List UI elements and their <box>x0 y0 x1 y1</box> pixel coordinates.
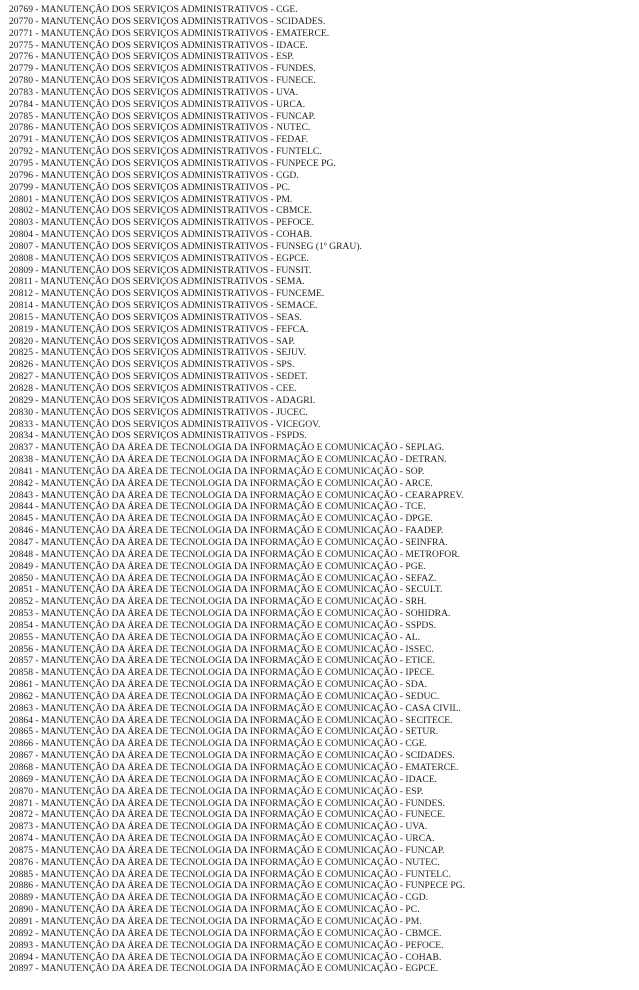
document-line: 20837 - MANUTENÇÃO DA ÁREA DE TECNOLOGIA DA INFORMAÇÃO E COMUNICAÇÃO - SEPLAG. <box>9 442 445 454</box>
document-line: 20848 - MANUTENÇÃO DA ÁREA DE TECNOLOGIA DA INFORMAÇÃO E COMUNICAÇÃO - METROFOR. <box>9 548 461 560</box>
document-line: 20792 - MANUTENÇÃO DOS SERVIÇOS ADMINISTRATIVOS - FUNTELC. <box>9 146 322 158</box>
document-line: 20820 - MANUTENÇÃO DOS SERVIÇOS ADMINISTRATIVOS - SAP. <box>9 335 296 347</box>
document-line: 20791 - MANUTENÇÃO DOS SERVIÇOS ADMINISTRATIVOS - FEDAF. <box>9 134 309 146</box>
document-line: 20838 - MANUTENÇÃO DA ÁREA DE TECNOLOGIA DA INFORMAÇÃO E COMUNICAÇÃO - DETRAN. <box>9 454 447 466</box>
document-line: 20795 - MANUTENÇÃO DOS SERVIÇOS ADMINISTRATIVOS - FUNPECE PG. <box>9 157 336 169</box>
document-line: 20889 - MANUTENÇÃO DA ÁREA DE TECNOLOGIA DA INFORMAÇÃO E COMUNICAÇÃO - CGD. <box>9 892 429 904</box>
document-line: 20894 - MANUTENÇÃO DA ÁREA DE TECNOLOGIA DA INFORMAÇÃO E COMUNICAÇÃO - COHAB. <box>9 951 442 963</box>
document-line: 20863 - MANUTENÇÃO DA ÁREA DE TECNOLOGIA DA INFORMAÇÃO E COMUNICAÇÃO - CASA CIVIL. <box>9 702 461 714</box>
document-line: 20857 - MANUTENÇÃO DA ÁREA DE TECNOLOGIA DA INFORMAÇÃO E COMUNICAÇÃO - ETICE. <box>9 655 435 667</box>
document-line: 20893 - MANUTENÇÃO DA ÁREA DE TECNOLOGIA DA INFORMAÇÃO E COMUNICAÇÃO - PEFOCE. <box>9 939 444 951</box>
document-line: 20775 - MANUTENÇÃO DOS SERVIÇOS ADMINISTRATIVOS - IDACE. <box>9 39 308 51</box>
document-line: 20785 - MANUTENÇÃO DOS SERVIÇOS ADMINISTRATIVOS - FUNCAP. <box>9 110 316 122</box>
document-line: 20801 - MANUTENÇÃO DOS SERVIÇOS ADMINISTRATIVOS - PM. <box>9 193 293 205</box>
document-line: 20853 - MANUTENÇÃO DA ÁREA DE TECNOLOGIA DA INFORMAÇÃO E COMUNICAÇÃO - SOHIDRA. <box>9 608 451 620</box>
document-line: 20829 - MANUTENÇÃO DOS SERVIÇOS ADMINISTRATIVOS - ADAGRI. <box>9 394 316 406</box>
document-line: 20874 - MANUTENÇÃO DA ÁREA DE TECNOLOGIA DA INFORMAÇÃO E COMUNICAÇÃO - URCA. <box>9 833 435 845</box>
document-line: 20865 - MANUTENÇÃO DA ÁREA DE TECNOLOGIA DA INFORMAÇÃO E COMUNICAÇÃO - SETUR. <box>9 726 439 738</box>
document-line: 20843 - MANUTENÇÃO DA ÁREA DE TECNOLOGIA DA INFORMAÇÃO E COMUNICAÇÃO - CEARAPREV. <box>9 489 464 501</box>
document-line: 20786 - MANUTENÇÃO DOS SERVIÇOS ADMINISTRATIVOS - NUTEC. <box>9 122 311 134</box>
document-line: 20802 - MANUTENÇÃO DOS SERVIÇOS ADMINISTRATIVOS - CBMCE. <box>9 205 313 217</box>
document-line: 20812 - MANUTENÇÃO DOS SERVIÇOS ADMINISTRATIVOS - FUNCEME. <box>9 288 325 300</box>
document-line: 20876 - MANUTENÇÃO DA ÁREA DE TECNOLOGIA DA INFORMAÇÃO E COMUNICAÇÃO - NUTEC. <box>9 856 440 868</box>
document-line: 20811 - MANUTENÇÃO DOS SERVIÇOS ADMINISTRATIVOS - SEMA. <box>9 276 305 288</box>
document-line: 20828 - MANUTENÇÃO DOS SERVIÇOS ADMINISTRATIVOS - CEE. <box>9 383 297 394</box>
document-line: 20769 - MANUTENÇÃO DOS SERVIÇOS ADMINISTRATIVOS - CGE. <box>9 4 298 15</box>
document-line: 20892 - MANUTENÇÃO DA ÁREA DE TECNOLOGIA DA INFORMAÇÃO E COMUNICAÇÃO - CBMCE. <box>9 927 442 939</box>
document-line: 20825 - MANUTENÇÃO DOS SERVIÇOS ADMINISTRATIVOS - SEJUV. <box>9 347 307 359</box>
document-line: 20804 - MANUTENÇÃO DOS SERVIÇOS ADMINISTRATIVOS - COHAB. <box>9 229 313 241</box>
document-line: 20808 - MANUTENÇÃO DOS SERVIÇOS ADMINISTRATIVOS - EGPCE. <box>9 252 309 264</box>
document-line: 20784 - MANUTENÇÃO DOS SERVIÇOS ADMINISTRATIVOS - URCA. <box>9 98 306 110</box>
document-line: 20783 - MANUTENÇÃO DOS SERVIÇOS ADMINISTRATIVOS - UVA. <box>9 86 299 98</box>
document-line: 20886 - MANUTENÇÃO DA ÁREA DE TECNOLOGIA DA INFORMAÇÃO E COMUNICAÇÃO - FUNPECE PG. <box>9 880 466 892</box>
document-line: 20819 - MANUTENÇÃO DOS SERVIÇOS ADMINISTRATIVOS - FEFCA. <box>9 323 309 335</box>
document-line: 20870 - MANUTENÇÃO DA ÁREA DE TECNOLOGIA DA INFORMAÇÃO E COMUNICAÇÃO - ESP. <box>9 785 424 797</box>
document-line: 20875 - MANUTENÇÃO DA ÁREA DE TECNOLOGIA DA INFORMAÇÃO E COMUNICAÇÃO - FUNCAP. <box>9 844 445 856</box>
document-line: 20814 - MANUTENÇÃO DOS SERVIÇOS ADMINISTRATIVOS - SEMACE. <box>9 300 318 312</box>
document-line: 20891 - MANUTENÇÃO DA ÁREA DE TECNOLOGIA DA INFORMAÇÃO E COMUNICAÇÃO - PM. <box>9 915 422 927</box>
document-line: 20856 - MANUTENÇÃO DA ÁREA DE TECNOLOGIA DA INFORMAÇÃO E COMUNICAÇÃO - ISSEC. <box>9 643 434 655</box>
document-line: 20849 - MANUTENÇÃO DA ÁREA DE TECNOLOGIA DA INFORMAÇÃO E COMUNICAÇÃO - PGE. <box>9 560 426 572</box>
document-line: 20830 - MANUTENÇÃO DOS SERVIÇOS ADMINISTRATIVOS - JUCEC. <box>9 406 308 418</box>
document-line: 20855 - MANUTENÇÃO DA ÁREA DE TECNOLOGIA DA INFORMAÇÃO E COMUNICAÇÃO - AL. <box>9 631 421 643</box>
document-line: 20807 - MANUTENÇÃO DOS SERVIÇOS ADMINISTRATIVOS - FUNSEG (1º GRAU). <box>9 240 362 252</box>
document-line: 20854 - MANUTENÇÃO DA ÁREA DE TECNOLOGIA DA INFORMAÇÃO E COMUNICAÇÃO - SSPDS. <box>9 619 437 631</box>
document-line: 20890 - MANUTENÇÃO DA ÁREA DE TECNOLOGIA DA INFORMAÇÃO E COMUNICAÇÃO - PC. <box>9 904 420 916</box>
document-line: 20873 - MANUTENÇÃO DA ÁREA DE TECNOLOGIA DA INFORMAÇÃO E COMUNICAÇÃO - UVA. <box>9 821 428 833</box>
document-line: 20858 - MANUTENÇÃO DA ÁREA DE TECNOLOGIA DA INFORMAÇÃO E COMUNICAÇÃO - IPECE. <box>9 667 435 679</box>
document-line: 20779 - MANUTENÇÃO DOS SERVIÇOS ADMINISTRATIVOS - FUNDES. <box>9 63 316 75</box>
document-line: 20780 - MANUTENÇÃO DOS SERVIÇOS ADMINISTRATIVOS - FUNECE. <box>9 75 316 87</box>
document-line: 20841 - MANUTENÇÃO DA ÁREA DE TECNOLOGIA DA INFORMAÇÃO E COMUNICAÇÃO - SOP. <box>9 465 425 477</box>
document-line: 20868 - MANUTENÇÃO DA ÁREA DE TECNOLOGIA DA INFORMAÇÃO E COMUNICAÇÃO - EMATERCE. <box>9 762 459 773</box>
document-line: 20846 - MANUTENÇÃO DA ÁREA DE TECNOLOGIA DA INFORMAÇÃO E COMUNICAÇÃO - FAADEP. <box>9 525 444 537</box>
document-line: 20833 - MANUTENÇÃO DOS SERVIÇOS ADMINISTRATIVOS - VICEGOV. <box>9 418 321 430</box>
document-line: 20869 - MANUTENÇÃO DA ÁREA DE TECNOLOGIA DA INFORMAÇÃO E COMUNICAÇÃO - IDACE. <box>9 773 438 785</box>
document-line: 20847 - MANUTENÇÃO DA ÁREA DE TECNOLOGIA DA INFORMAÇÃO E COMUNICAÇÃO - SEINFRA. <box>9 536 448 548</box>
document-line: 20851 - MANUTENÇÃO DA ÁREA DE TECNOLOGIA DA INFORMAÇÃO E COMUNICAÇÃO - SECULT. <box>9 584 443 596</box>
document-line: 20871 - MANUTENÇÃO DA ÁREA DE TECNOLOGIA DA INFORMAÇÃO E COMUNICAÇÃO - FUNDES. <box>9 797 446 809</box>
document-line: 20834 - MANUTENÇÃO DOS SERVIÇOS ADMINISTRATIVOS - FSPDS. <box>9 430 307 442</box>
document-line: 20872 - MANUTENÇÃO DA ÁREA DE TECNOLOGIA DA INFORMAÇÃO E COMUNICAÇÃO - FUNECE. <box>9 809 446 821</box>
document-line: 20771 - MANUTENÇÃO DOS SERVIÇOS ADMINISTRATIVOS - EMATERCE. <box>9 27 330 39</box>
document-line: 20845 - MANUTENÇÃO DA ÁREA DE TECNOLOGIA DA INFORMAÇÃO E COMUNICAÇÃO - DPGE. <box>9 513 433 525</box>
document-line: 20850 - MANUTENÇÃO DA ÁREA DE TECNOLOGIA DA INFORMAÇÃO E COMUNICAÇÃO - SEFAZ. <box>9 572 437 584</box>
document-line: 20776 - MANUTENÇÃO DOS SERVIÇOS ADMINISTRATIVOS - ESP. <box>9 51 294 63</box>
document-line: 20842 - MANUTENÇÃO DA ÁREA DE TECNOLOGIA DA INFORMAÇÃO E COMUNICAÇÃO - ARCE. <box>9 477 433 489</box>
document-line: 20827 - MANUTENÇÃO DOS SERVIÇOS ADMINISTRATIVOS - SEDET. <box>9 371 308 383</box>
document-line: 20815 - MANUTENÇÃO DOS SERVIÇOS ADMINISTRATIVOS - SEAS. <box>9 311 302 323</box>
document-line: 20770 - MANUTENÇÃO DOS SERVIÇOS ADMINISTRATIVOS - SCIDADES. <box>9 15 326 27</box>
document-line: 20861 - MANUTENÇÃO DA ÁREA DE TECNOLOGIA DA INFORMAÇÃO E COMUNICAÇÃO - SDA. <box>9 679 427 691</box>
document-line: 20862 - MANUTENÇÃO DA ÁREA DE TECNOLOGIA DA INFORMAÇÃO E COMUNICAÇÃO - SEDUC. <box>9 690 440 702</box>
document-line: 20864 - MANUTENÇÃO DA ÁREA DE TECNOLOGIA DA INFORMAÇÃO E COMUNICAÇÃO - SECITECE. <box>9 714 453 726</box>
document-line: 20799 - MANUTENÇÃO DOS SERVIÇOS ADMINISTRATIVOS - PC. <box>9 181 291 193</box>
document-line: 20809 - MANUTENÇÃO DOS SERVIÇOS ADMINISTRATIVOS - FUNSIT. <box>9 264 312 276</box>
document-line: 20844 - MANUTENÇÃO DA ÁREA DE TECNOLOGIA DA INFORMAÇÃO E COMUNICAÇÃO - TCE. <box>9 501 426 513</box>
document-page <box>9 4 634 975</box>
document-line: 20867 - MANUTENÇÃO DA ÁREA DE TECNOLOGIA DA INFORMAÇÃO E COMUNICAÇÃO - SCIDADES. <box>9 750 455 762</box>
document-line: 20803 - MANUTENÇÃO DOS SERVIÇOS ADMINISTRATIVOS - PEFOCE. <box>9 217 315 229</box>
document-line: 20852 - MANUTENÇÃO DA ÁREA DE TECNOLOGIA DA INFORMAÇÃO E COMUNICAÇÃO - SRH. <box>9 596 427 608</box>
document-line: 20885 - MANUTENÇÃO DA ÁREA DE TECNOLOGIA DA INFORMAÇÃO E COMUNICAÇÃO - FUNTELC. <box>9 868 451 880</box>
document-line: 20796 - MANUTENÇÃO DOS SERVIÇOS ADMINISTRATIVOS - CGD. <box>9 169 299 181</box>
document-line: 20897 - MANUTENÇÃO DA ÁREA DE TECNOLOGIA DA INFORMAÇÃO E COMUNICAÇÃO - EGPCE. <box>9 963 439 975</box>
document-line: 20866 - MANUTENÇÃO DA ÁREA DE TECNOLOGIA DA INFORMAÇÃO E COMUNICAÇÃO - CGE. <box>9 738 427 750</box>
document-line: 20826 - MANUTENÇÃO DOS SERVIÇOS ADMINISTRATIVOS - SPS. <box>9 359 295 371</box>
